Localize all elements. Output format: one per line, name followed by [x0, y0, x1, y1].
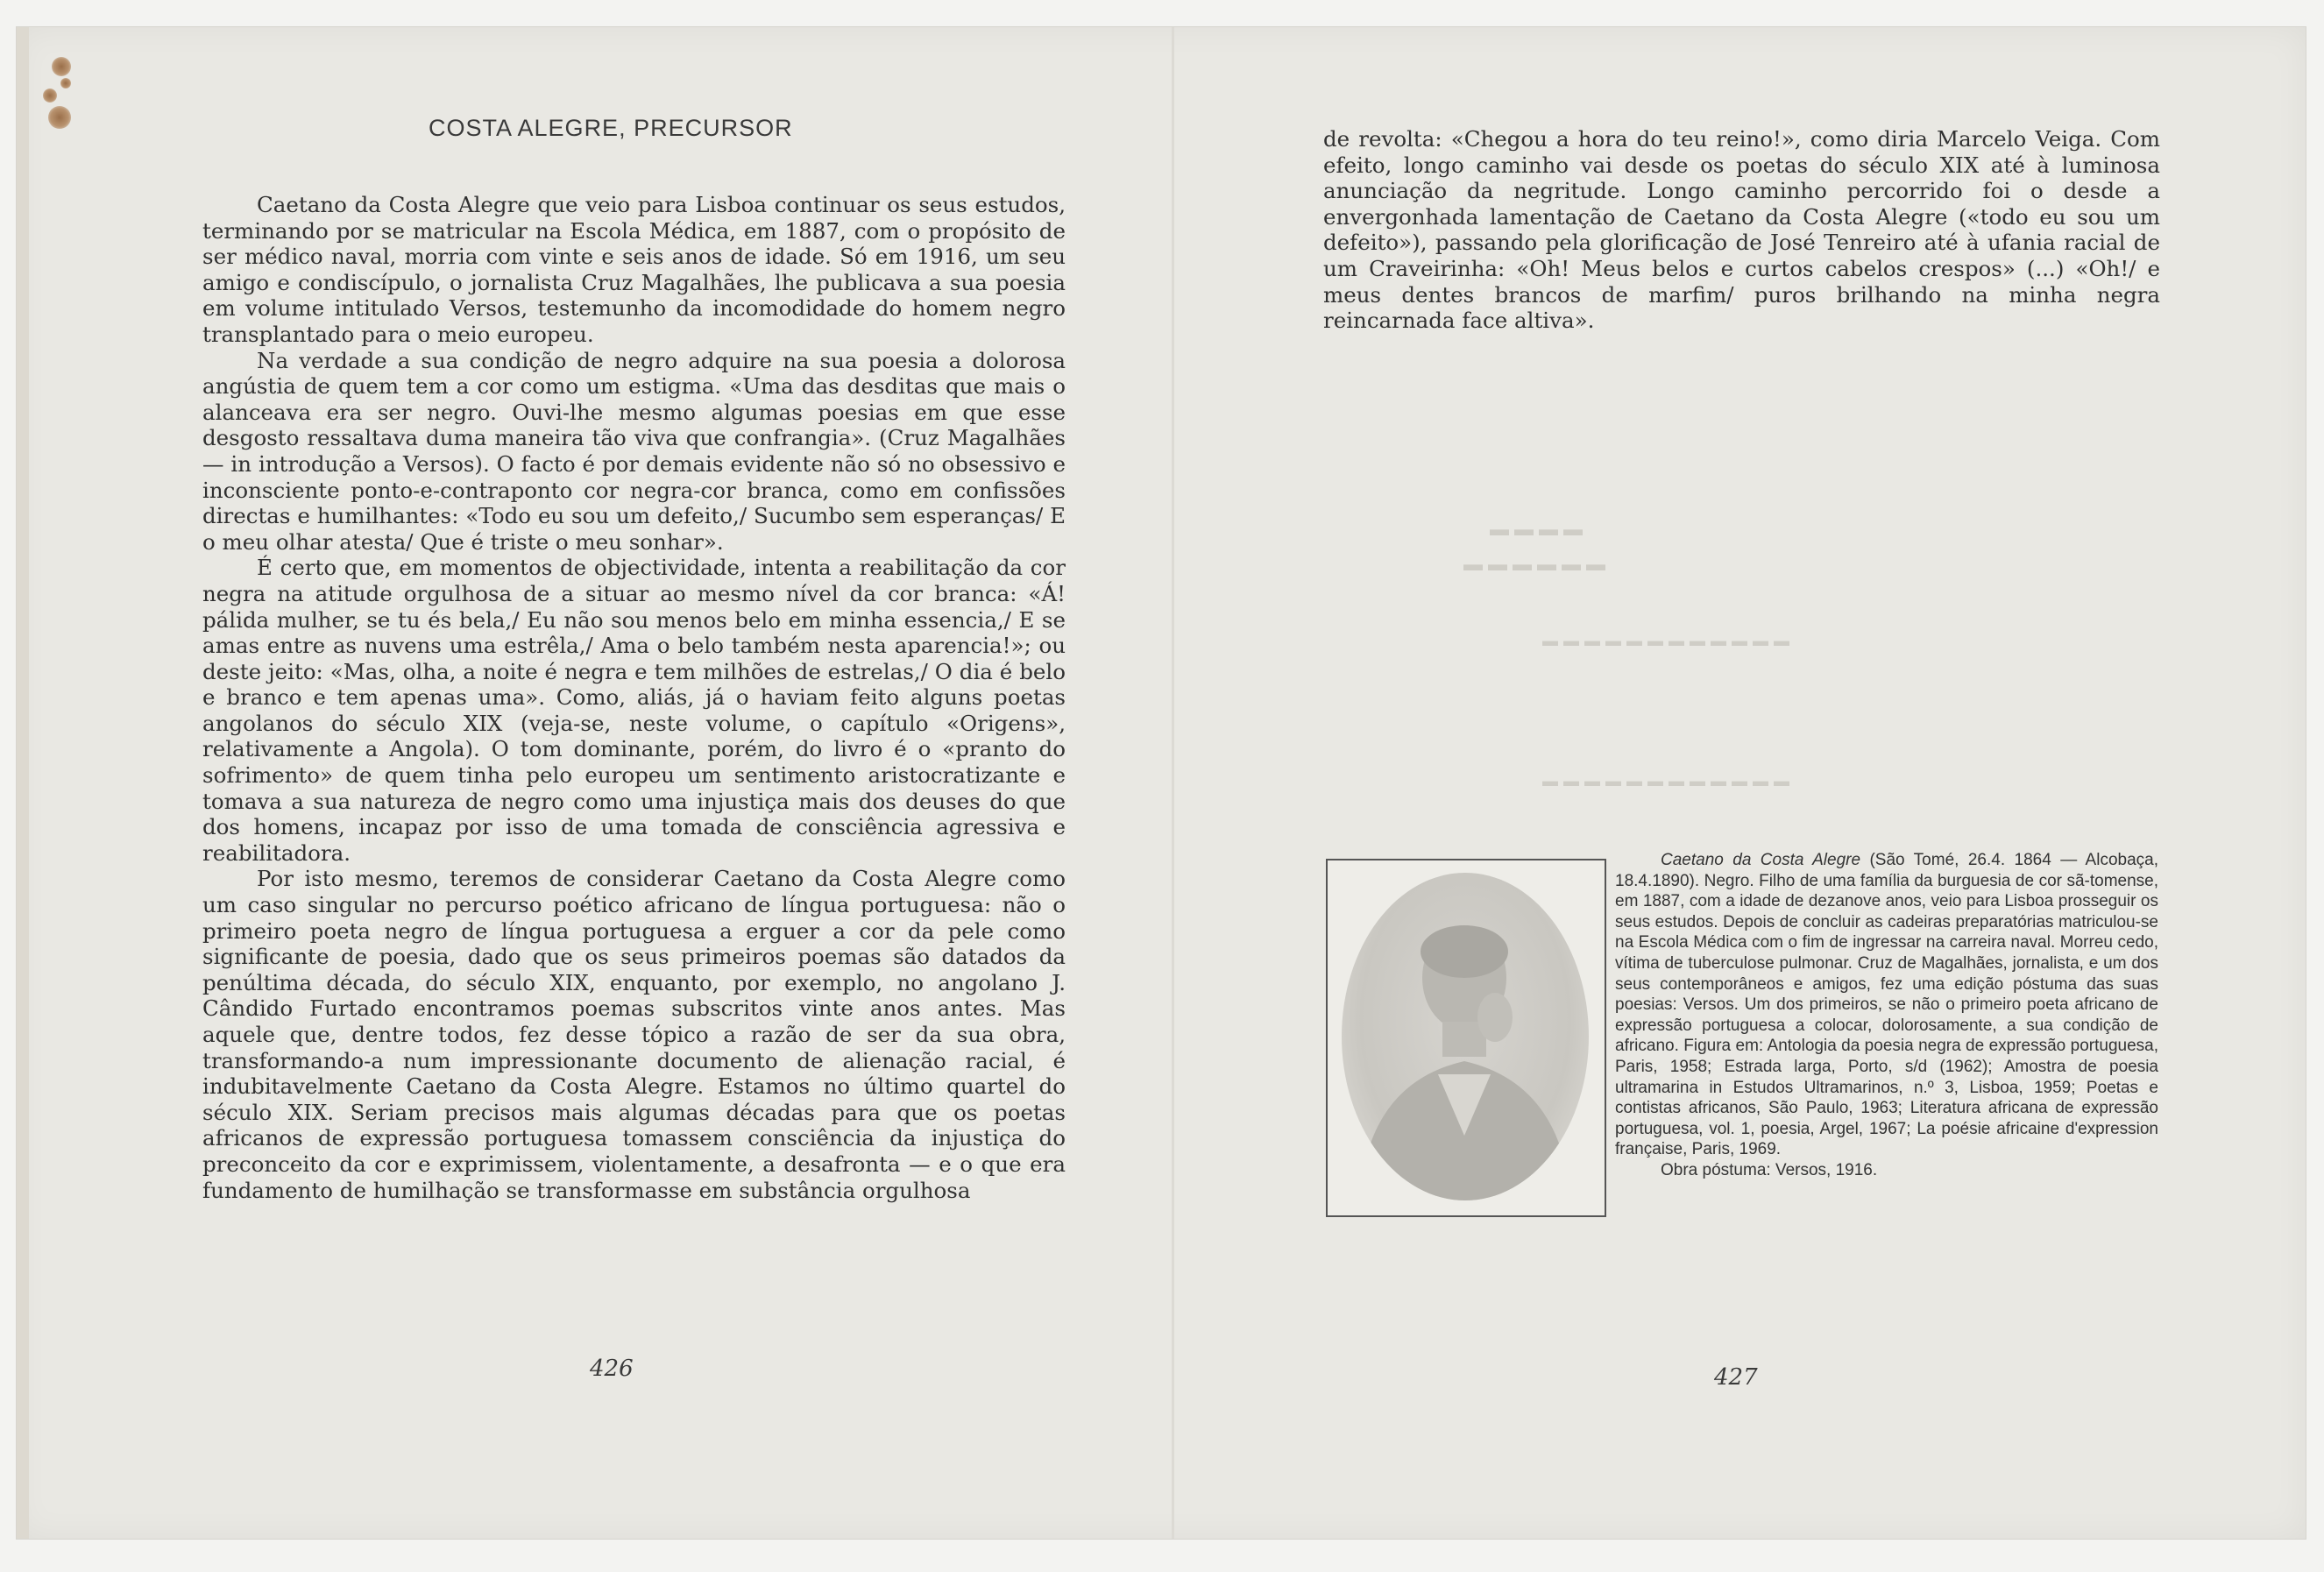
paragraph: Por isto mesmo, teremos de considerar Caetano da Costa Alegre como um caso singular no percurso poético africano de língua portuguesa: não o primeiro poeta negro de língua portuguesa a erguer a cor da pele como significante de poesia, dado que os seus primeiros poemas são datados da penúltima década, do século XIX, enquanto, por exemplo, no angolano J. Cândido Furtado encontramos poemas subscritos vinte anos antes. Mas aquele que, dentre todos, fez desse tópico a razão de ser da sua obra, transformando-a num impressionante documento de alienação racial, é indubitavelmente Caetano da Costa Alegre. Estamos no último quartel do século XIX. Seriam precisos mais algumas décadas para que os poetas africanos de expressão portuguesa tomassem consciência da injustiça do preconceito da cor e exprimissem, violentamente, a desafronta — e o que era fundamento de humilhação se transformasse em substância orgulhosa	[202, 866, 1066, 1203]
paragraph: Na verdade a sua condição de negro adquire na sua poesia a dolorosa angústia de quem tem a cor como um estigma. «Uma das desditas que mais o alanceava era ser negro. Ouvi-lhe mesmo algumas poesias em que esse desgosto ressaltava duma maneira tão viva que confrangia». (Cruz Magalhães — in introdução a Versos). O facto é por demais evidente não só no obsessivo e inconsciente ponto-e-contraponto cor negra-cor branca, como em confissões directas e humilhantes: «Todo eu sou um defeito,/ Sucumbo sem esperanças/ E o meu olhar atesta/ Que é triste o meu sonhar».	[202, 347, 1066, 555]
caption-last-line: Obra póstuma: Versos, 1916.	[1661, 1160, 1878, 1179]
left-body-text	[202, 192, 1066, 1203]
book-spread	[16, 26, 2306, 1540]
right-page	[1174, 27, 2306, 1539]
show-through-text: ▬▬▬▬▬▬	[1463, 553, 1611, 575]
caption-body: (São Tomé, 26.4. 1864 — Alcobaça, 18.4.1890). Negro. Filho de uma família da burguesia de cor sã-tomense, em 1887, com a idade de dezanove anos, veio para Lisboa prosseguir os seus estudos. Depois de concluir as cadeiras preparatórias matriculou-se na Escola Médica com o fim de ingressar na carreira naval. Morreu cedo, vítima de tuberculose pulmonar. Cruz de Magalhães, jornalista, e um dos seus contemporâneos e amigos, fez uma edição póstuma das suas poesias: Versos. Um dos primeiros, se não o primeiro poeta africano de expressão portuguesa a colocar, dolorosamente, a sua condição de africano. Figura em: Antologia da poesia negra de expressão portuguesa, Paris, 1958; Estrada larga, Porto, s/d (1962); Amostra de poesia ultramarina in Estudos Ultramarinos, n.º 3, Lisboa, 1959; Poetas e contistas africanos, São Paulo, 1963; Literatura africana de expressão portuguesa, vol. 1, poesia, Argel, 1967; La poésie africaine d'expression française, Paris, 1969.	[1615, 851, 2158, 1159]
running-head: COSTA ALEGRE, PRECURSOR	[429, 115, 793, 141]
page-number: 427	[1714, 1364, 1758, 1391]
right-body-text	[1323, 126, 2160, 334]
caption-text	[1615, 850, 2158, 1160]
show-through-text: ▬▬▬▬	[1490, 518, 1588, 540]
paragraph: É certo que, em momentos de objectividade, intenta a reabilitação da cor negra na atitude orgulhosa de a situar ao mesmo nível da cor branca: «Á! pálida mulher, se tu és bela,/ Eu não sou menos belo em minha essencia,/ E se amas entre as nuvens uma estrêla,/ Ama o belo também nesta aparencia!»; ou deste jeito: «Mas, olha, a noite é negra e tem milhões de estrelas,/ O dia é belo e branco e tem apenas uma». Como, aliás, já o haviam feito alguns poetas angolanos do século XIX (veja-se, neste volume, o capítulo «Origens», relativamente a Angola). O tom dominante, porém, do livro é o «pranto do sofrimento» de quem tinha pelo europeu um sentimento aristocratizante e tomava a sua natureza de negro como uma injustiça mais dos deuses do que dos homens, incapaz por isso de uma tomada de consciência agressiva e reabilitadora.	[202, 555, 1066, 866]
portrait-frame	[1326, 859, 1606, 1217]
paragraph: Caetano da Costa Alegre que veio para Lisboa continuar os seus estudos, terminando por se matricular na Escola Médica, em 1887, com o propósito de ser médico naval, morria com vinte e seis anos de idade. Só em 1916, um seu amigo e condiscípulo, o jornalista Cruz Magalhães, lhe publicava a sua poesia em volume intitulado Versos, testemunho da incomodidade do homem negro transplantado para o meio europeu.	[202, 192, 1066, 347]
author-portrait	[1342, 873, 1589, 1200]
paragraph: de revolta: «Chegou a hora do teu reino!», como diria Marcelo Veiga. Com efeito, longo caminho vai desde os poetas do século XIX até à luminosa anunciação da negritude. Longo caminho percorrido foi o desde a envergonhada lamentação de Caetano da Costa Alegre («todo eu sou um defeito»), passando pela glorificação de José Tenreiro até à ufania racial de um Craveirinha: «Oh! Meus belos e curtos cabelos crespos» (...) «Oh!/ e meus dentes brancos de marfim/ puros brilhando na minha negra reincarnada face altiva».	[1323, 126, 2160, 334]
caption-name: Caetano da Costa Alegre	[1661, 851, 1861, 869]
show-through-text: ▬▬▬▬▬▬▬▬▬▬▬▬	[1542, 632, 1795, 649]
portrait-caption	[1615, 850, 2158, 1181]
left-page	[17, 27, 1172, 1539]
page-number: 426	[590, 1356, 634, 1382]
show-through-text: ▬▬▬▬▬▬▬▬▬▬▬▬	[1542, 772, 1795, 790]
portrait-sketch	[1342, 873, 1589, 1200]
